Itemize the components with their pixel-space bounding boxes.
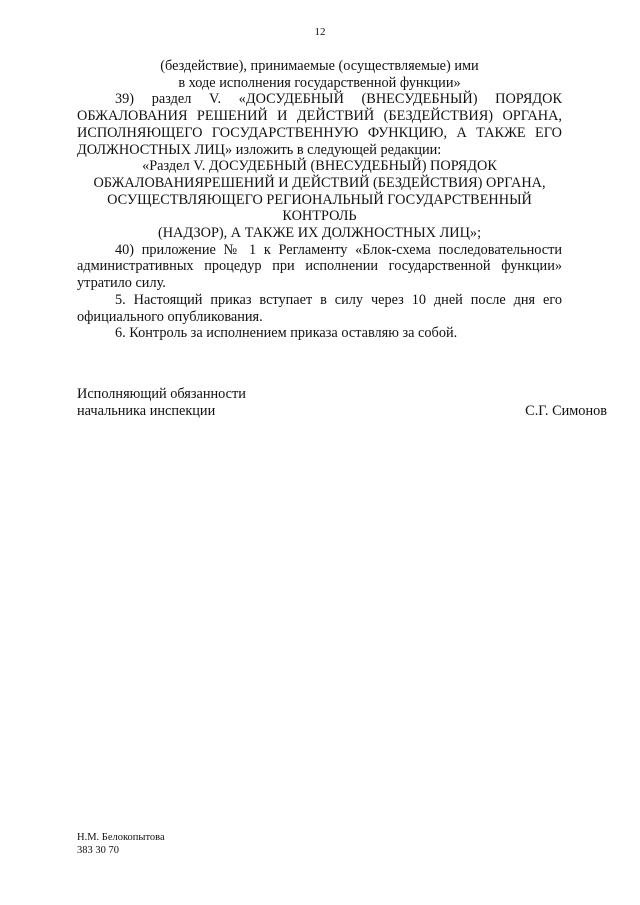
new-section-title-line-2: ОБЖАЛОВАНИЯРЕШЕНИЙ И ДЕЙСТВИЙ (БЕЗДЕЙСТВИЯ) ОРГАНА, xyxy=(93,174,546,191)
footer-author: Н.М. Белокопытова xyxy=(77,832,165,843)
paragraph-item-5: 5. Настоящий приказ вступает в силу через 10 дней после дня его официального опубликования. xyxy=(77,291,562,325)
document-body xyxy=(77,58,562,342)
paragraph-item-39: 39) раздел V. «ДОСУДЕБНЫЙ (ВНЕСУДЕБНЫЙ) ПОРЯДОК ОБЖАЛОВАНИЯ РЕШЕНИЙ И ДЕЙСТВИЙ (БЕЗДЕЙСТВИЯ) ОРГАНА, ИСПОЛНЯЮЩЕГО ГОСУДАРСТВЕННУЮ ФУНКЦИЮ, А ТАКЖЕ ЕГО ДОЛЖНОСТНЫХ ЛИЦ» изложить в следующей редакции: xyxy=(77,91,562,158)
signatory-position-line-1: Исполняющий обязанности xyxy=(77,386,246,402)
page-number: 12 xyxy=(314,26,326,38)
new-section-title-line-1: «Раздел V. ДОСУДЕБНЫЙ (ВНЕСУДЕБНЫЙ) ПОРЯДОК xyxy=(142,158,497,175)
new-section-title-line-3: ОСУЩЕСТВЛЯЮЩЕГО РЕГИОНАЛЬНЫЙ ГОСУДАРСТВЕННЫЙ КОНТРОЛЬ xyxy=(107,191,532,225)
continued-heading-line-1: (бездействие), принимаемые (осуществляемые) ими xyxy=(160,58,479,74)
document-footer xyxy=(77,831,165,857)
signature-block xyxy=(77,386,607,420)
paragraph-item-6: 6. Контроль за исполнением приказа оставляю за собой. xyxy=(115,325,458,342)
signature-row xyxy=(77,403,607,420)
signatory-name: С.Г. Симонов xyxy=(525,403,607,419)
footer-phone: 383 30 70 xyxy=(77,845,119,856)
signatory-position-line-2: начальника инспекции xyxy=(77,403,216,419)
continued-heading-line-2: в ходе исполнения государственной функции» xyxy=(178,74,461,91)
paragraph-item-40: 40) приложение № 1 к Регламенту «Блок-схема последовательности административных процедур при исполнении государственной функции» утратило силу. xyxy=(77,241,562,292)
new-section-title-line-4: (НАДЗОР), А ТАКЖЕ ИХ ДОЛЖНОСТНЫХ ЛИЦ»; xyxy=(157,225,482,242)
